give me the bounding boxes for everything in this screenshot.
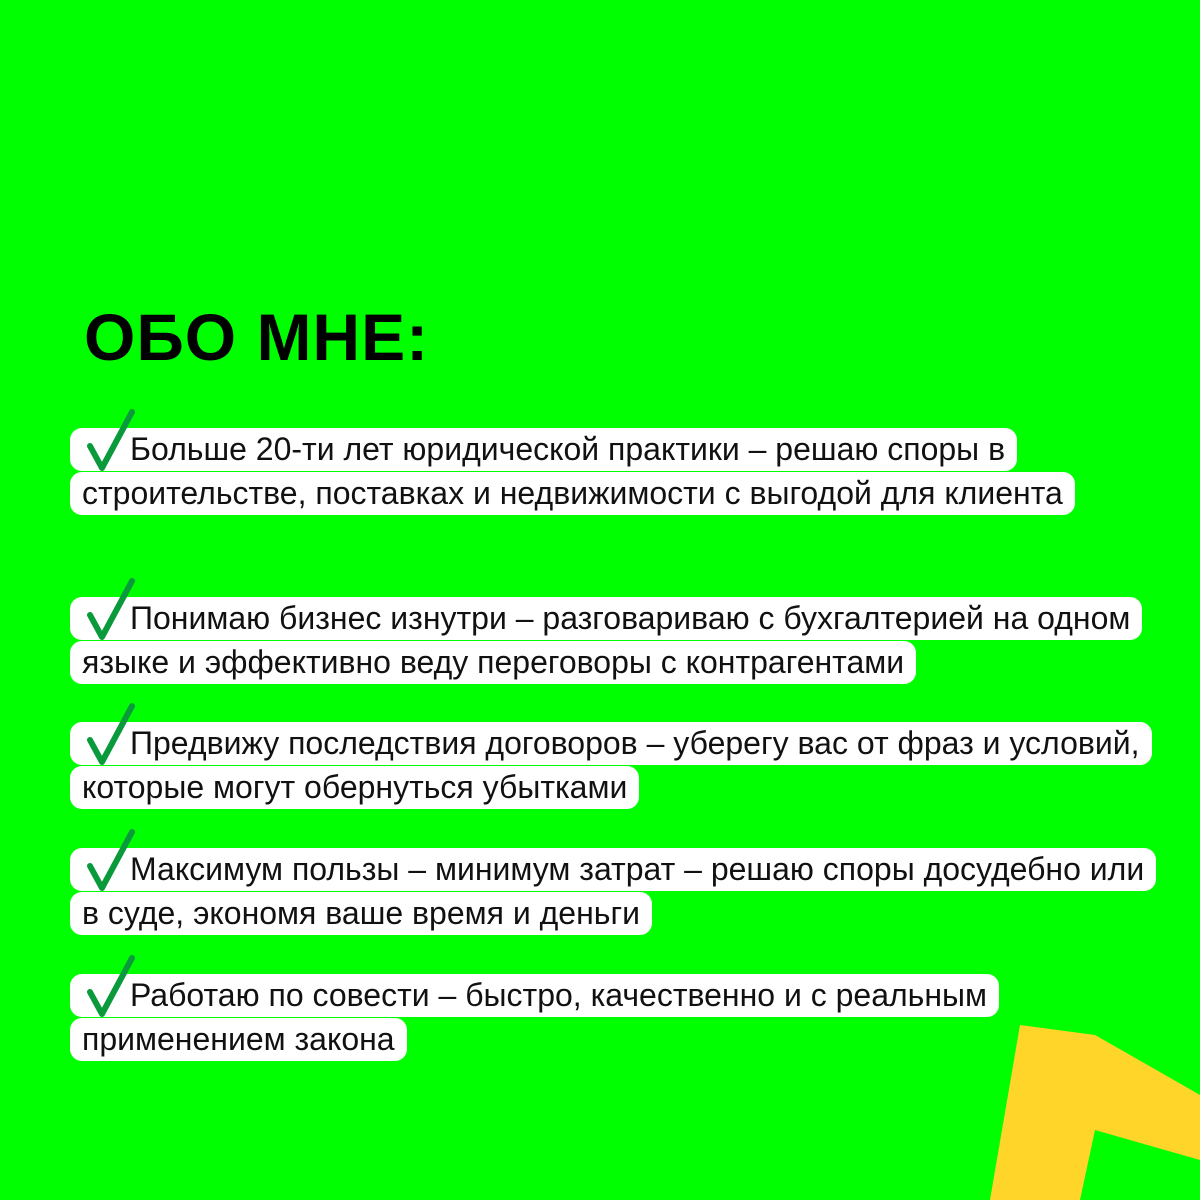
list-item <box>70 974 1170 1061</box>
list-item-highlight <box>70 597 1142 684</box>
list-item <box>70 597 1170 684</box>
list-item-text: Предвижу последствия договоров – уберегу вас от фраз и условий, которые могут обернуться убытками <box>82 725 1140 805</box>
page-title: ОБО МНЕ: <box>84 300 430 374</box>
checkmark-icon <box>82 954 134 1018</box>
list-item-highlight <box>70 428 1075 515</box>
green-cut-shape <box>1080 1130 1200 1200</box>
checkmark-icon <box>82 408 134 472</box>
list-item-text: Больше 20-ти лет юридической практики – решаю споры в строительстве, поставках и недвижимости с выгодой для клиента <box>82 431 1063 511</box>
list-item-text: Максимум пользы – минимум затрат – решаю споры досудебно или в суде, экономя ваше время и деньги <box>82 851 1145 931</box>
checkmark-icon <box>82 702 134 766</box>
list-item-text: Понимаю бизнес изнутри – разговариваю с бухгалтерией на одном языке и эффективно веду переговоры с контрагентами <box>82 600 1131 680</box>
list-item <box>70 848 1170 935</box>
list-item-highlight <box>70 722 1152 809</box>
list-item-highlight <box>70 974 999 1061</box>
list-item-highlight <box>70 848 1156 935</box>
list-item <box>70 428 1170 515</box>
list-item <box>70 722 1170 809</box>
list-item-text: Работаю по совести – быстро, качественно и с реальным применением закона <box>82 977 988 1057</box>
checkmark-icon <box>82 828 134 892</box>
checkmark-icon <box>82 577 134 641</box>
